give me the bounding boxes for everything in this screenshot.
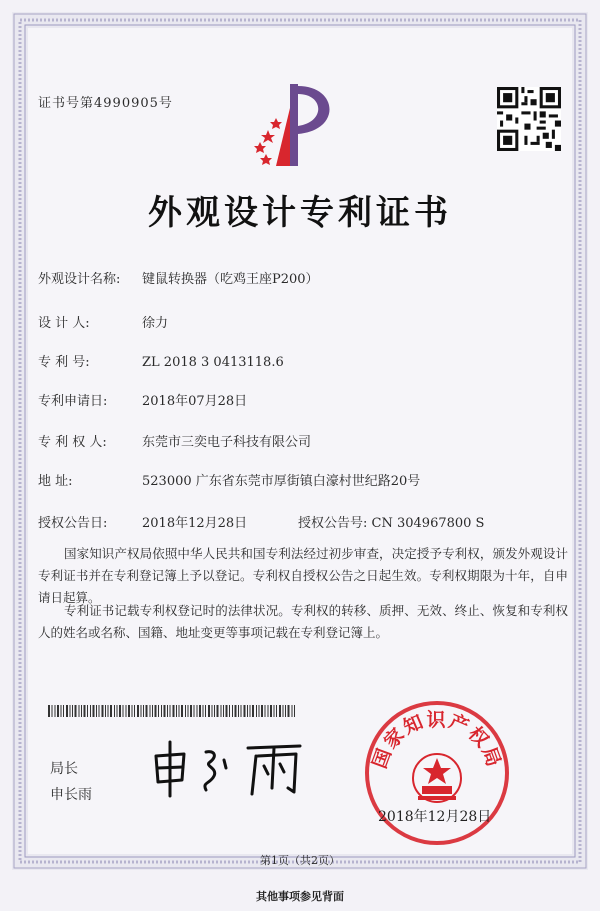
patent-office-logo [246, 78, 346, 170]
field-application-date [38, 390, 247, 409]
field-grant-date [38, 512, 247, 531]
field-value: CN 304967800 S [371, 516, 485, 531]
field-label: 授权公告日: [38, 516, 108, 531]
field-value: ZL 2018 3 0413118.6 [142, 355, 284, 370]
field-value: 东莞市三奕电子科技有限公司 [142, 435, 312, 450]
director-name: 申长雨 [50, 787, 92, 803]
field-label: 地 址: [38, 474, 73, 489]
director-title: 局长 [50, 761, 78, 777]
statement-paragraph-2: 专利证书记载专利权登记时的法律状况。专利权的转移、质押、无效、终止、恢复和专利权人的姓名或名称、国籍、地址变更等事项记载在专利登记簿上。 [38, 603, 568, 640]
field-label: 专 利 权 人: [38, 435, 107, 450]
footer-note: 其他事项参见背面 [256, 890, 344, 903]
qr-code [497, 87, 561, 151]
field-value: 徐力 [142, 316, 169, 331]
field-label: 专利申请日: [38, 394, 108, 409]
field-patent-number [38, 351, 284, 370]
field-label: 授权公告号: [298, 516, 368, 531]
barcode [48, 705, 298, 717]
statement-paragraph-1: 国家知识产权局依照中华人民共和国专利法经过初步审查，决定授予专利权，颁发外观设计专利证书并在专利登记簿上予以登记。专利权自授权公告之日起生效。专利权期限为十年，自申请日起算。 [38, 546, 568, 605]
certificate-number: 证书号第4990905号 [38, 96, 173, 111]
field-label: 设 计 人: [38, 316, 90, 331]
field-patentee [38, 431, 311, 450]
certificate-title: 外观设计专利证书 [148, 193, 452, 233]
field-value: 2018年12月28日 [142, 516, 248, 531]
seal-date: 2018年12月28日 [378, 809, 492, 825]
field-designer [38, 312, 168, 331]
field-label: 专 利 号: [38, 355, 90, 370]
field-label: 外观设计名称: [38, 272, 121, 287]
seal-text: 国家知识产权局 [368, 708, 506, 772]
field-grant-number [298, 512, 484, 531]
field-value: 键鼠转换器（吃鸡王座P200） [142, 272, 319, 287]
field-design-name [38, 268, 319, 287]
field-address [38, 470, 420, 489]
field-value: 523000 广东省东莞市厚街镇白濠村世纪路20号 [142, 474, 421, 489]
field-value: 2018年07月28日 [142, 394, 248, 409]
page-number: 第1页（共2页） [260, 854, 340, 867]
director-signature [148, 738, 308, 798]
